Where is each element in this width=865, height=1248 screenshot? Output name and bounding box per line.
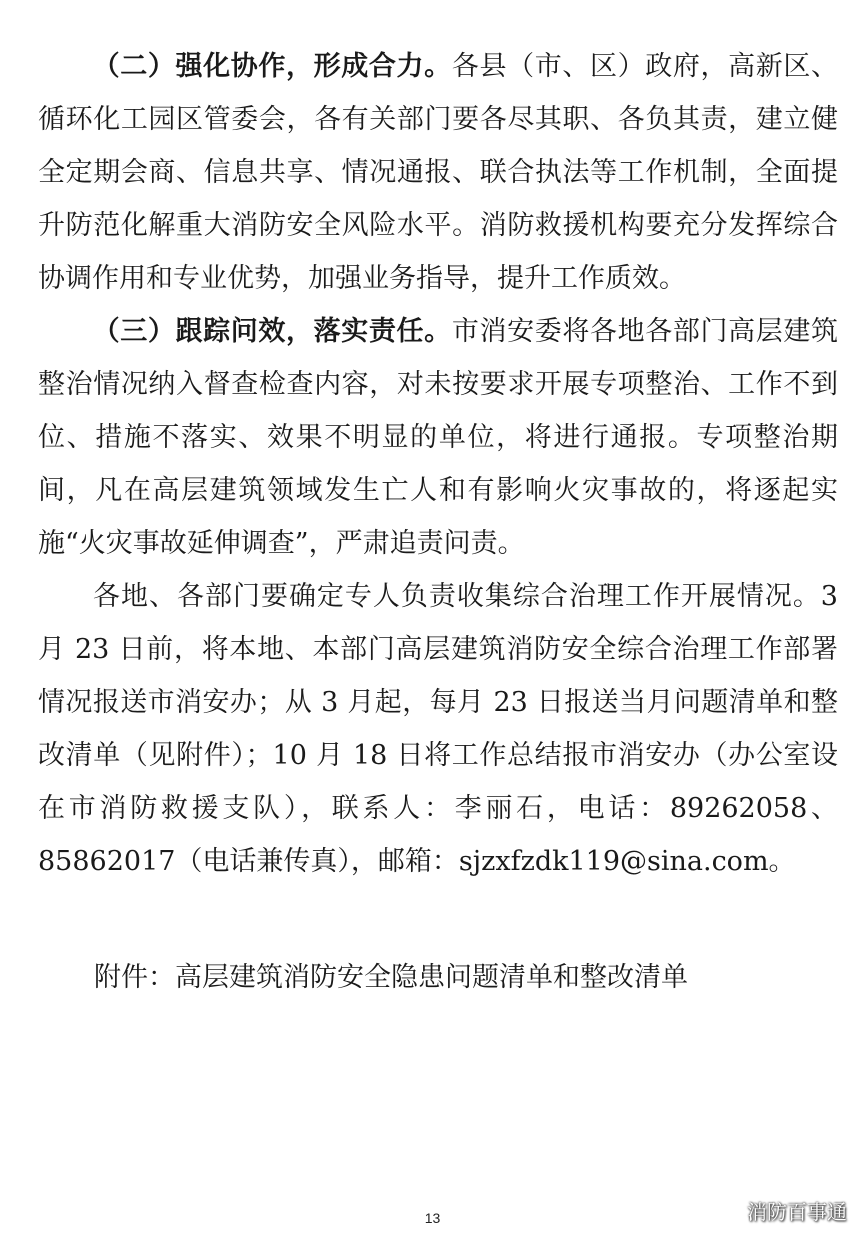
page-number: 13 [424, 1210, 441, 1226]
wechat-icon [713, 1200, 739, 1222]
watermark [713, 1196, 847, 1225]
paragraph-text: 各地、各部门要确定专人负责收集综合治理工作开展情况。3 月 23 日前，将本地、本部门高层建筑消防安全综合治理工作部署情况报送市消安办；从 3 月起，每月 23 日报送当月问题清单和整改清单（见附件）；10 月 18 日将工作总结报市消安办（办公室设在市消防救援支队），联系人：李丽石，电话：89262058、85862017（电话兼传真），邮箱：sjzxfzdk119@sina.com。 [38, 581, 838, 877]
paragraph-text: 市消安委将各地各部门高层建筑整治情况纳入督查检查内容，对未按要求开展专项整治、工作不到位、措施不落实、效果不明显的单位，将进行通报。专项整治期间，凡在高层建筑领域发生亡人和有影响火灾事故的，将逐起实施“火灾事故延伸调查”，严肃追责问责。 [38, 316, 839, 559]
paragraph-heading: （二）强化协作，形成合力。 [92, 51, 452, 82]
paragraph-collaboration [38, 40, 838, 305]
attachment-note: 附件：高层建筑消防安全隐患问题清单和整改清单 [94, 962, 688, 993]
paragraph-accountability [38, 305, 838, 570]
paragraph-text: 各县（市、区）政府，高新区、循环化工园区管委会，各有关部门要各尽其职、各负其责，建立健全定期会商、信息共享、情况通报、联合执法等工作机制，全面提升防范化解重大消防安全风险水平。消防救援机构要充分发挥综合协调作用和专业优势，加强业务指导，提升工作质效。 [38, 51, 839, 294]
paragraph-heading: （三）跟踪问效，落实责任。 [92, 316, 452, 347]
watermark-text: 消防百事通 [747, 1200, 847, 1224]
paragraph-reporting [38, 570, 838, 888]
